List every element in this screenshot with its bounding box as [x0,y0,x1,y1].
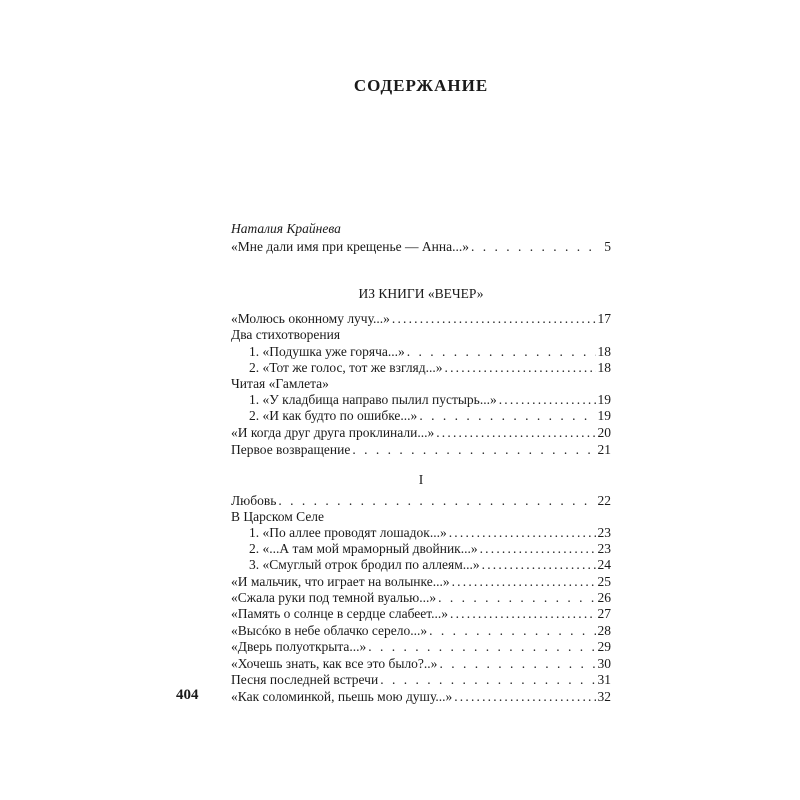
toc-entry-page: 25 [597,574,611,589]
leader-dots [454,688,595,706]
toc-entry-title: Любовь [231,493,277,508]
toc-entry[interactable] [231,671,611,689]
intro-author: Наталия Крайнева [231,221,341,236]
toc-entry-intro[interactable] [231,238,611,256]
toc-entry-page: 19 [597,392,611,407]
toc-entry-title: 3. «Смуглый отрок бродил по аллеям...» [249,557,480,572]
toc-entry[interactable] [231,605,611,623]
toc-entry-page: 22 [597,493,611,508]
leader-dots [419,407,595,425]
toc-group-title: В Царском Селе [231,509,325,524]
toc-entry[interactable] [231,407,611,425]
toc-entry-page: 30 [597,656,611,671]
leader-dots [380,671,595,689]
page-title: СОДЕРЖАНИЕ [353,76,489,95]
toc-entry-page: 21 [597,442,611,457]
toc-entry-title: «И когда друг друга проклинали...» [231,425,435,440]
toc-entry[interactable] [231,441,611,459]
section-heading-vecher: ИЗ КНИГИ «ВЕЧЕР» [358,286,484,301]
leader-dots [278,492,595,510]
toc-entry-page: 23 [597,541,611,556]
section-heading-one: I [418,472,424,487]
toc-entry-page: 28 [597,623,611,638]
toc-entry-title: 1. «Подушка уже горяча...» [249,344,405,359]
toc-entry-page: 26 [597,590,611,605]
leader-dots [471,238,596,256]
leader-dots [352,441,595,459]
toc-entry-title: «И мальчик, что играет на волынке...» [231,574,450,589]
toc-entry-page: 17 [597,311,611,326]
toc-entry-title: «Как соломинкой, пьешь мою душу...» [231,689,453,704]
leader-dots [482,556,596,574]
toc-entry-page: 29 [597,639,611,654]
toc-entry-page: 27 [597,606,611,621]
toc-entry-title: Первое возвращение [231,442,351,457]
toc-group-title: Два стихотворения [231,327,341,342]
toc-entry[interactable] [231,424,611,442]
toc-entry-page: 20 [597,425,611,440]
toc-entry-page: 18 [597,360,611,375]
toc-group-title: Читая «Гамлета» [231,376,329,391]
toc-entry-title: «Мне дали имя при крещенье — Анна...» [231,239,469,254]
page-number: 404 [176,687,199,703]
toc-entry-title: «Сжала руки под темной вуалью...» [231,590,437,605]
toc-entry-title: 2. «Тот же голос, тот же взгляд...» [249,360,443,375]
toc-entry-page: 5 [604,239,611,254]
toc-entry-title: «Молюсь оконному лучу...» [231,311,390,326]
toc-entry-page: 18 [597,344,611,359]
toc-entry-title: «Хочешь знать, как все это было?..» [231,656,438,671]
toc-entry-title: 2. «И как будто по ошибке...» [249,408,418,423]
toc-entry-title: 1. «По аллее проводят лошадок...» [249,525,447,540]
leader-dots [445,359,596,377]
toc-entry-page: 32 [597,689,611,704]
toc-entry-title: Песня последней встречи [231,672,379,687]
toc-entry-page: 23 [597,525,611,540]
leader-dots [436,424,595,442]
toc-entry-title: 2. «...А там мой мраморный двойник...» [249,541,478,556]
toc-entry[interactable] [231,688,611,706]
toc-entry-page: 19 [597,408,611,423]
toc-entry-title: «Высóко в небе облачко серело...» [231,623,428,638]
toc-entry[interactable] [231,556,611,574]
toc-entry-page: 24 [597,557,611,572]
leader-dots [450,605,595,623]
toc-entry-title: «Память о солнце в сердце слабеет...» [231,606,449,621]
leader-dots [392,310,596,328]
toc-entry-title: 1. «У кладбища направо пылил пустырь...» [249,392,497,407]
leader-dots [368,638,595,656]
toc-entry-page: 31 [597,672,611,687]
toc-entry[interactable] [231,638,611,656]
toc-entry-title: «Дверь полуоткрыта...» [231,639,367,654]
